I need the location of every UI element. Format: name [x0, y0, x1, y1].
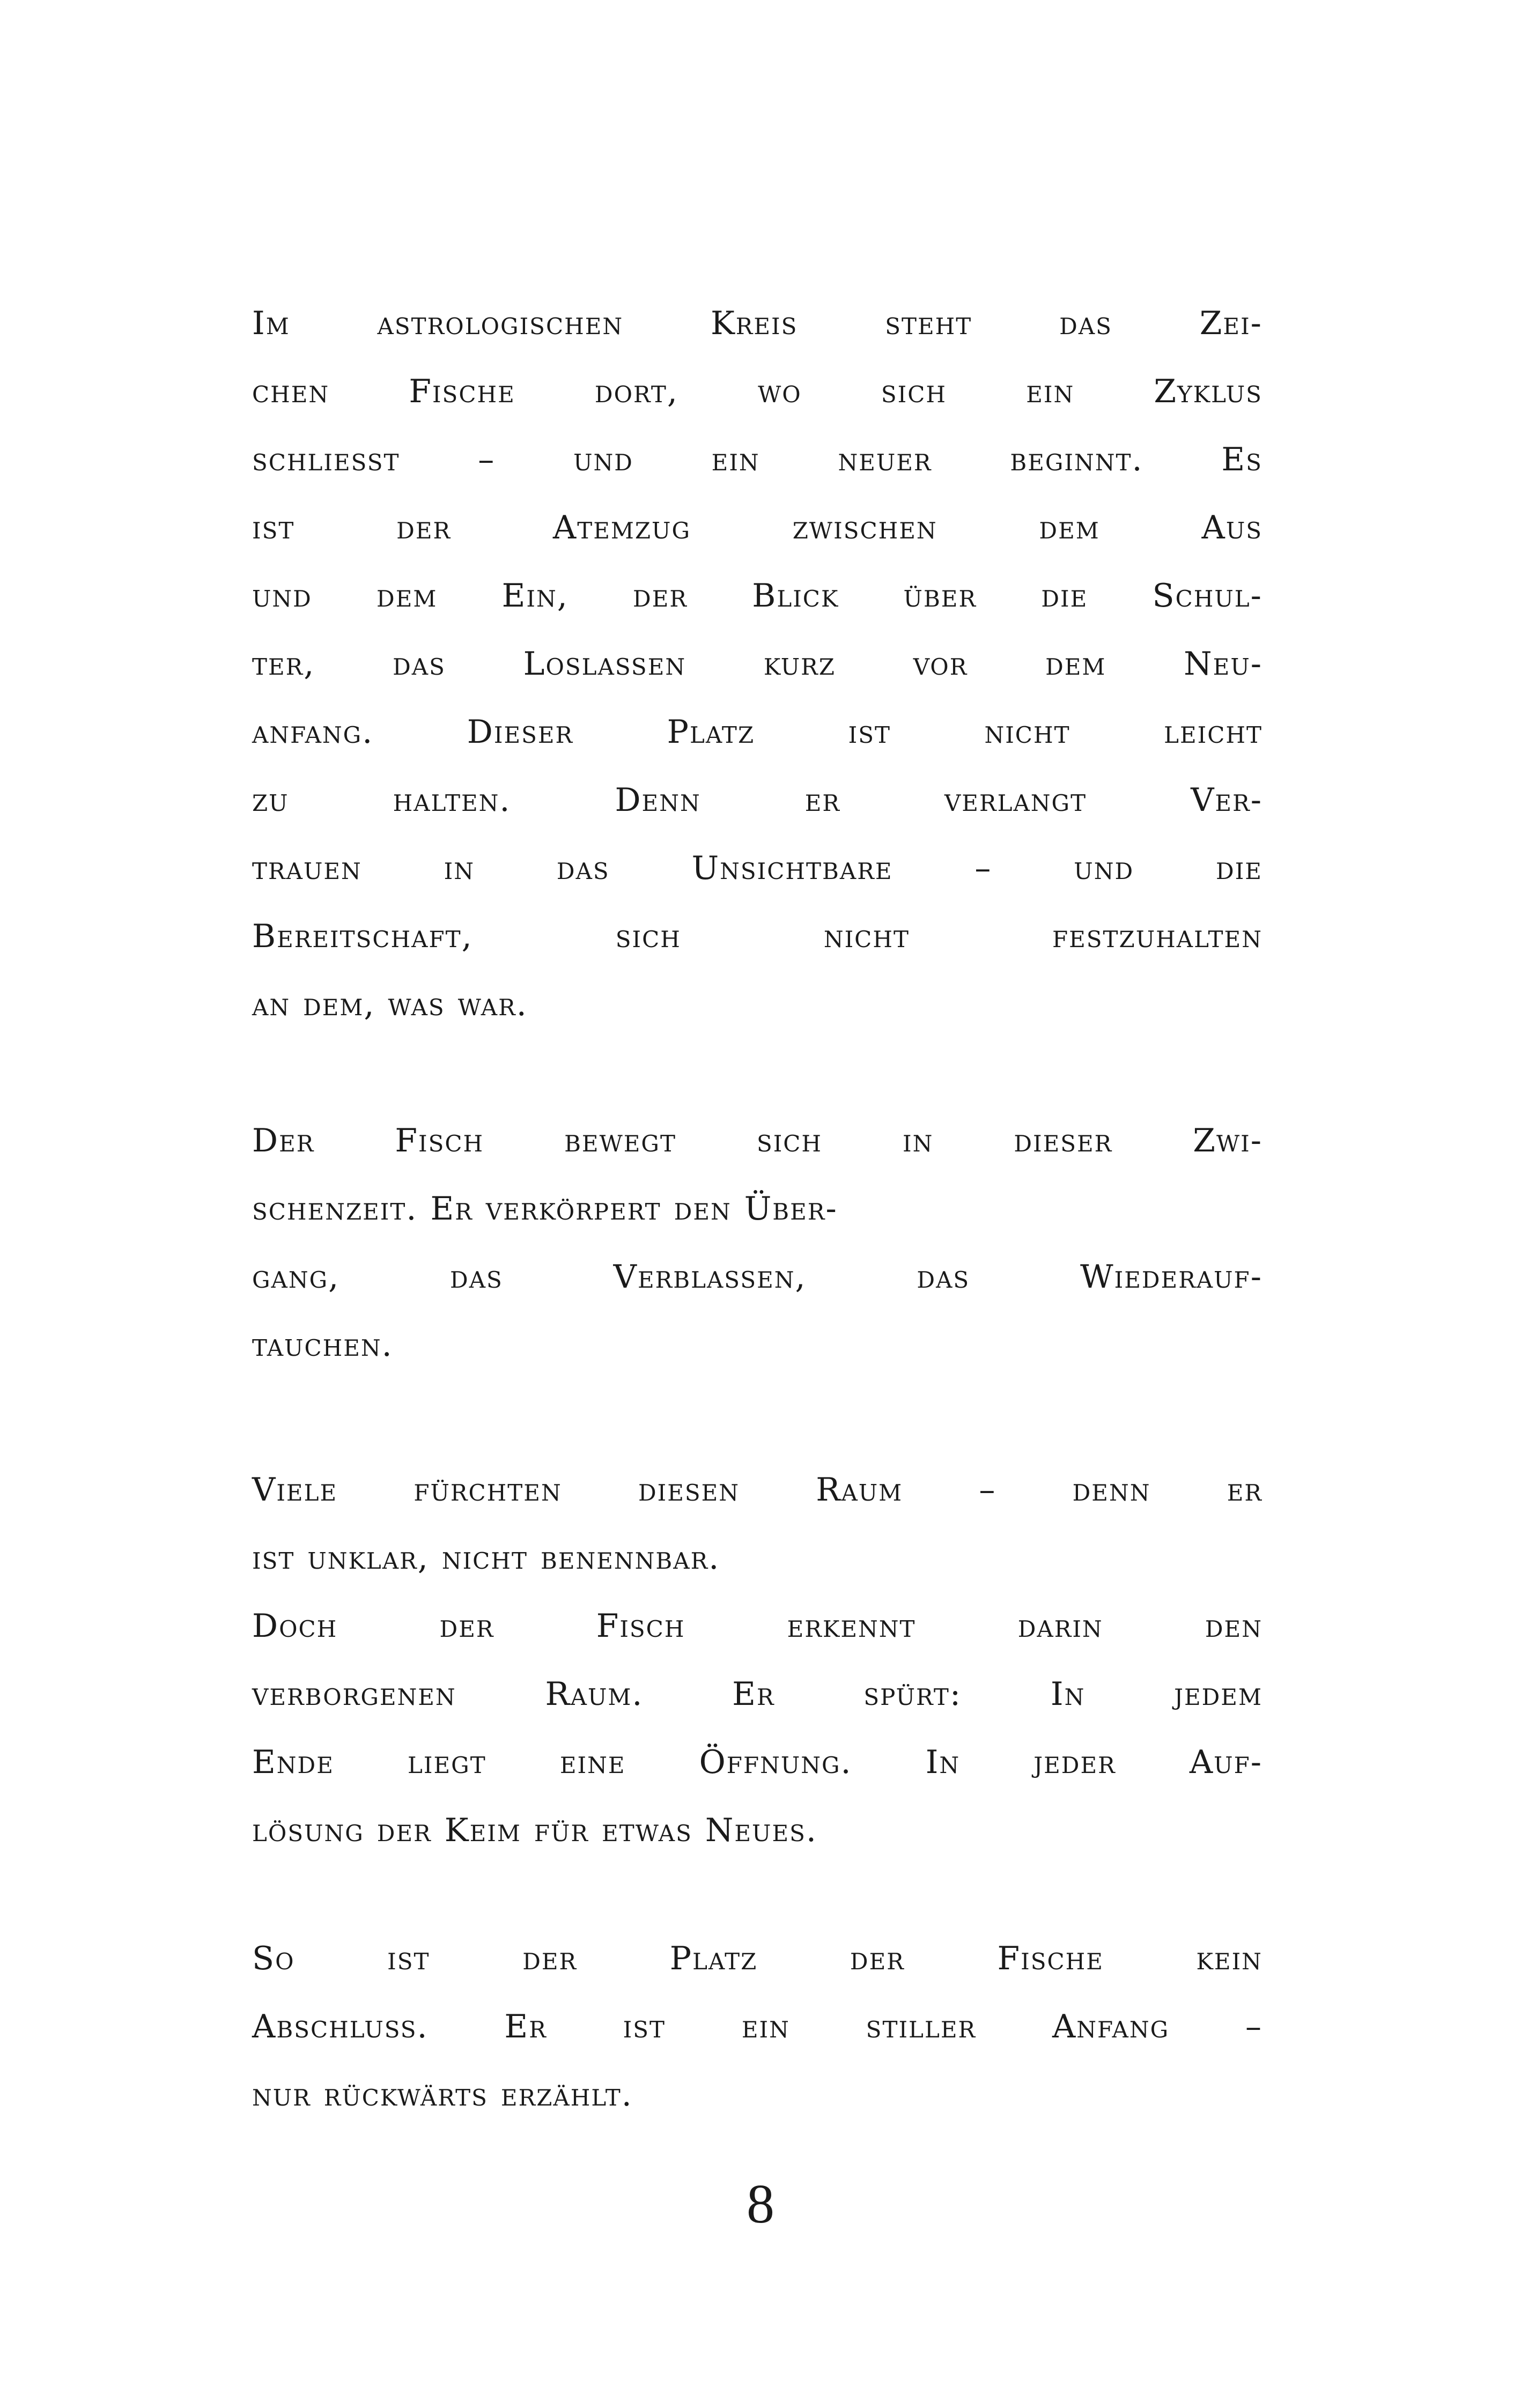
text-line: schliesst – und ein neuer beginnt. Es — [252, 441, 1262, 478]
text-line: Bereitschaft, sich nicht festzuhalten — [252, 918, 1262, 955]
text-line: an dem, was war. — [252, 986, 528, 1023]
text-line: verborgenen Raum. Er spürt: In jedem — [252, 1675, 1262, 1713]
text-line: chen Fische dort, wo sich ein Zyklus — [252, 373, 1262, 410]
text-line: Ende liegt eine Öffnung. In jeder Auf- — [252, 1744, 1262, 1781]
text-line: nur rückwärts erzählt. — [252, 2076, 633, 2114]
paragraph-3 — [252, 1456, 1262, 1865]
text-line: tauchen. — [252, 1326, 393, 1364]
paragraph-1 — [252, 290, 1262, 1039]
page-number: 8 — [747, 2173, 774, 2235]
text-line: anfang. Dieser Platz ist nicht leicht — [252, 713, 1262, 751]
text-line: Doch der Fisch erkennt darin den — [252, 1607, 1262, 1645]
text-line: trauen in das Unsichtbare – und die — [252, 850, 1262, 887]
text-line: ist unklar, nicht benennbar. — [252, 1539, 720, 1577]
text-line: Viele fürchten diesen Raum – denn er — [252, 1471, 1262, 1509]
paragraph-2 — [252, 1107, 1262, 1379]
paragraph-4 — [252, 1925, 1262, 2129]
text-line: Im astrologischen Kreis steht das Zei- — [252, 305, 1262, 342]
text-line: Abschluss. Er ist ein stiller Anfang – — [252, 2008, 1262, 2045]
text-line: Der Fisch bewegt sich in dieser Zwi- — [252, 1122, 1262, 1159]
text-line: ist der Atemzug zwischen dem Aus — [252, 509, 1262, 546]
text-line: und dem Ein, der Blick über die Schul- — [252, 577, 1262, 615]
text-line: zu halten. Denn er verlangt Ver- — [252, 781, 1262, 819]
text-line: schenzeit. Er verkörpert den Über- — [252, 1190, 838, 1228]
text-line: gang, das Verblassen, das Wiederauf- — [252, 1258, 1262, 1296]
text-line: So ist der Platz der Fische kein — [252, 1940, 1262, 1977]
text-line: ter, das Loslassen kurz vor dem Neu- — [252, 645, 1262, 683]
text-line: lösung der Keim für etwas Neues. — [252, 1812, 817, 1849]
